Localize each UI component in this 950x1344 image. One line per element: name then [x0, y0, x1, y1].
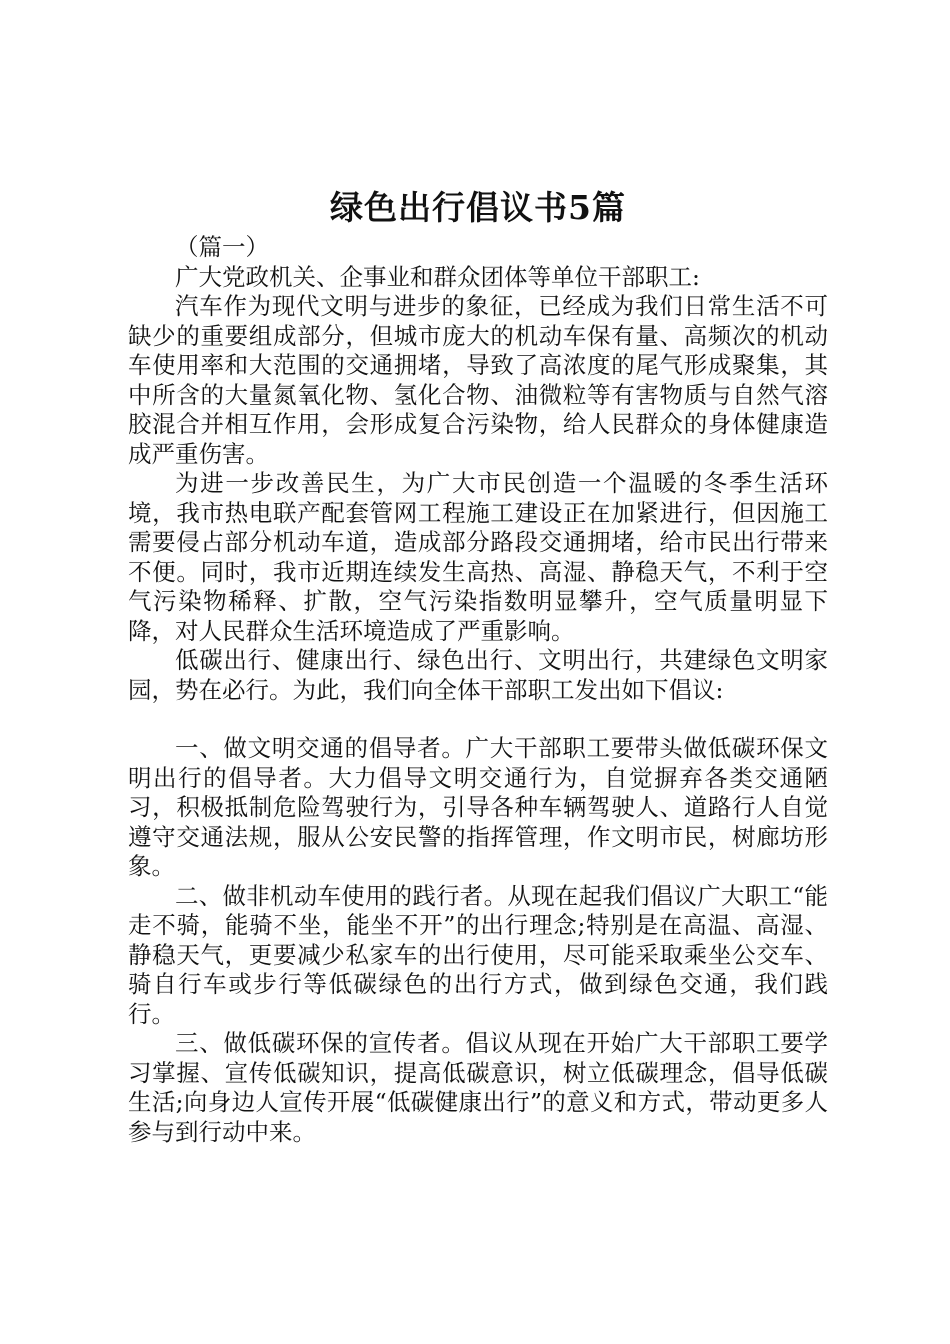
- initiative-1: 一、做文明交通的倡导者。广大干部职工要带头做低碳环保文明出行的倡导者。大力倡导文明交通行为，自觉摒弃各类交通陋习，积极抵制危险驾驶行为，引导各种车辆驾驶人、道路行人自觉遵守交通法规，服从公安民警的指挥管理，作文明市民，树廊坊形象。: [128, 734, 828, 880]
- paragraph-3: 低碳出行、健康出行、绿色出行、文明出行，共建绿色文明家园，势在必行。为此，我们向全体干部职工发出如下倡议:: [128, 646, 828, 704]
- initiative-2: 二、做非机动车使用的践行者。从现在起我们倡议广大职工“能走不骑，能骑不坐，能坐不开”的出行理念;特别是在高温、高湿、静稳天气，更要减少私家车的出行使用，尽可能采取乘坐公交车、骑自行车或步行等低碳绿色的出行方式，做到绿色交通，我们践行。: [128, 881, 828, 1028]
- document-body: [128, 233, 828, 1147]
- part-label: （篇一）: [175, 233, 269, 261]
- paragraph-2: 为进一步改善民生，为广大市民创造一个温暖的冬季生活环境，我市热电联产配套管网工程施工建设正在加紧进行，但因施工需要侵占部分机动车道，造成部分路段交通拥堵，给市民出行带来不便。同时，我市近期连续发生高热、高湿、静稳天气，不利于空气污染物稀释、扩散，空气污染指数明显攀升，空气质量明显下降，对人民群众生活环境造成了严重影响。: [128, 469, 828, 645]
- salutation: 广大党政机关、企事业和群众团体等单位干部职工:: [175, 262, 700, 291]
- document-title: 绿色出行倡议书5篇: [330, 188, 626, 227]
- initiative-3: 三、做低碳环保的宣传者。倡议从现在开始广大干部职工要学习掌握、宣传低碳知识，提高低碳意识，树立低碳理念，倡导低碳生活;向身边人宣传开展“低碳健康出行”的意义和方式，带动更多人参与到行动中来。: [128, 1029, 828, 1146]
- paragraph-1: 汽车作为现代文明与进步的象征，已经成为我们日常生活不可缺少的重要组成部分，但城市庞大的机动车保有量、高频次的机动车使用率和大范围的交通拥堵，导致了高浓度的尾气形成聚集，其中所含的大量氮氧化物、氢化合物、油微粒等有害物质与自然气溶胶混合并相互作用，会形成复合污染物，给人民群众的身体健康造成严重伤害。: [128, 292, 828, 468]
